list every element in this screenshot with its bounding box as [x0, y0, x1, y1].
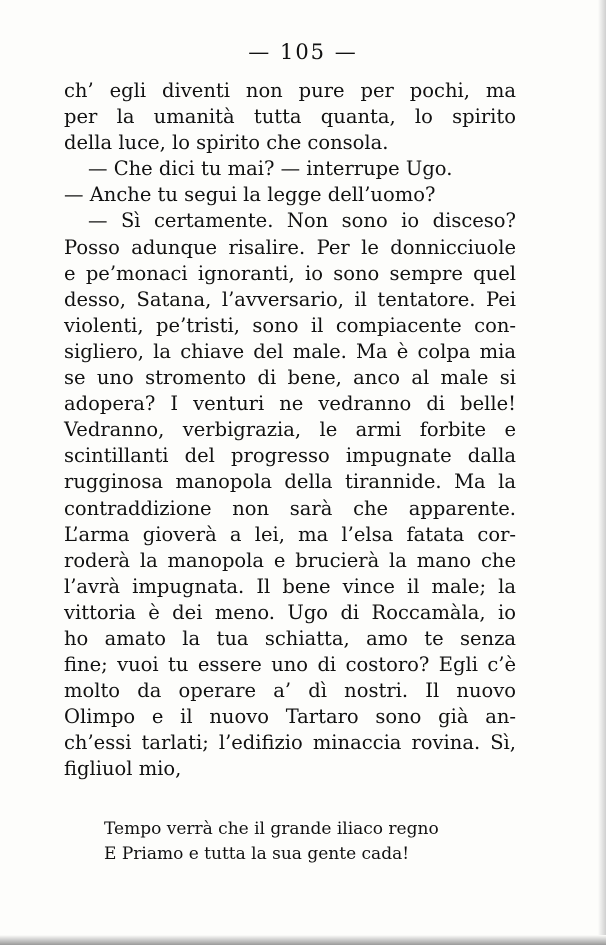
text-line: fine; vuoi tu essere uno di costoro? Egli c’è: [64, 653, 516, 677]
text-line: se uno stromento di bene, anco al male si: [64, 366, 516, 390]
text-line: figliuol mio,: [64, 757, 182, 781]
page-number: — 105 —: [248, 40, 358, 64]
text-line: — Anche tu segui la legge dell’uomo?: [64, 183, 436, 207]
body-text: [64, 78, 516, 783]
text-line: Vedranno, verbigrazia, le armi forbite e: [64, 418, 516, 442]
text-line: — Che dici tu mai? — interrupe Ugo.: [88, 157, 453, 181]
text-line: ch’ egli diventi non pure per pochi, ma: [64, 79, 516, 102]
verse-line: E Priamo e tutta la sua gente cada!: [104, 844, 410, 864]
verse-line: Tempo verrà che il grande iliaco regno: [104, 819, 439, 839]
verse-quotation: [104, 817, 504, 867]
text-line: scintillanti del progresso impugnate dalla: [64, 444, 516, 468]
text-line: roderà la manopola e brucierà la mano che: [64, 548, 516, 572]
text-line: e pe’monaci ignoranti, io sono sempre quel: [64, 261, 516, 285]
text-line: ch’essi tarlati; l’edifizio minaccia rovina. Sì,: [64, 731, 516, 755]
text-line: adopera? I venturi ne vedranno di belle!: [64, 392, 516, 416]
text-line: rugginosa manopola della tirannide. Ma la: [64, 470, 516, 494]
scan-edge-bottom: [0, 935, 606, 945]
scan-edge-right: [598, 0, 606, 945]
text-line: — Sì certamente. Non sono io disceso?: [88, 209, 516, 233]
text-line: ho amato la tua schiatta, amo te senza: [64, 626, 516, 650]
text-line: vittoria è dei meno. Ugo di Roccamàla, io: [64, 600, 516, 624]
text-line: contraddizione non sarà che apparente.: [64, 496, 516, 520]
text-line: per la umanità tutta quanta, lo spirito: [64, 105, 516, 129]
text-line: sigliero, la chiave del male. Ma è colpa mia: [64, 339, 516, 363]
text-line: l’avrà impugnata. Il bene vince il male; la: [64, 574, 516, 598]
text-line: L’arma gioverà a lei, ma l’elsa fatata cor-: [64, 522, 516, 546]
text-line: violenti, pe’tristi, sono il compiacente con-: [64, 313, 516, 337]
text-line: desso, Satana, l’avversario, il tentatore. Pei: [64, 287, 516, 311]
text-line: Olimpo e il nuovo Tartaro sono già an-: [64, 705, 516, 729]
text-line: molto da operare a’ dì nostri. Il nuovo: [64, 679, 516, 703]
text-line: Posso adunque risalire. Per le donnicciuole: [64, 235, 516, 259]
text-line: della luce, lo spirito che consola.: [64, 131, 389, 155]
